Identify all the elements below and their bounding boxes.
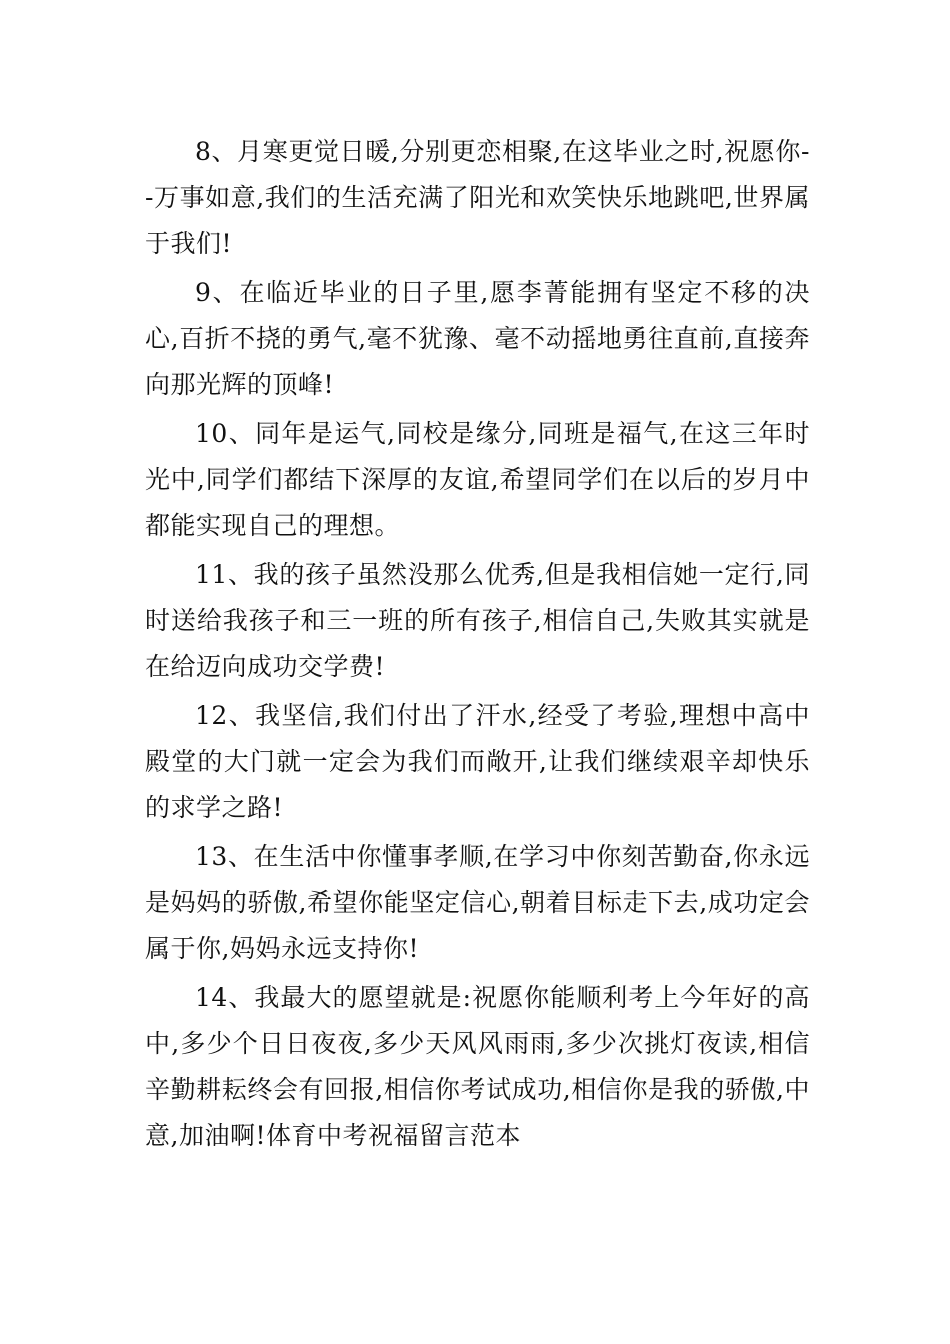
paragraph-11: 11、我的孩子虽然没那么优秀,但是我相信她一定行,同时送给我孩子和三一班的所有孩子,相信自己,失败其实就是在给迈向成功交学费!: [145, 560, 810, 681]
paragraph-14: 14、我最大的愿望就是:祝愿你能顺利考上今年好的高中,多少个日日夜夜,多少天风风雨雨,多少次挑灯夜读,相信辛勤耕耘终会有回报,相信你考试成功,相信你是我的骄傲,中意,加油啊!体育中考祝福留言范本: [145, 983, 810, 1150]
paragraph-9: 9、在临近毕业的日子里,愿李菁能拥有坚定不移的决心,百折不挠的勇气,毫不犹豫、毫不动摇地勇往直前,直接奔向那光辉的顶峰!: [145, 278, 810, 399]
paragraph-13: 13、在生活中你懂事孝顺,在学习中你刻苦勤奋,你永远是妈妈的骄傲,希望你能坚定信心,朝着目标走下去,成功定会属于你,妈妈永远支持你!: [145, 842, 810, 963]
document-body: [145, 129, 810, 1162]
paragraph-12: 12、我坚信,我们付出了汗水,经受了考验,理想中高中殿堂的大门就一定会为我们而敞开,让我们继续艰辛却快乐的求学之路!: [145, 701, 810, 822]
paragraph-8: 8、月寒更觉日暖,分别更恋相聚,在这毕业之时,祝愿你--万事如意,我们的生活充满了阳光和欢笑快乐地跳吧,世界属于我们!: [145, 137, 810, 258]
paragraph-10: 10、同年是运气,同校是缘分,同班是福气,在这三年时光中,同学们都结下深厚的友谊,希望同学们在以后的岁月中都能实现自己的理想。: [145, 419, 810, 540]
